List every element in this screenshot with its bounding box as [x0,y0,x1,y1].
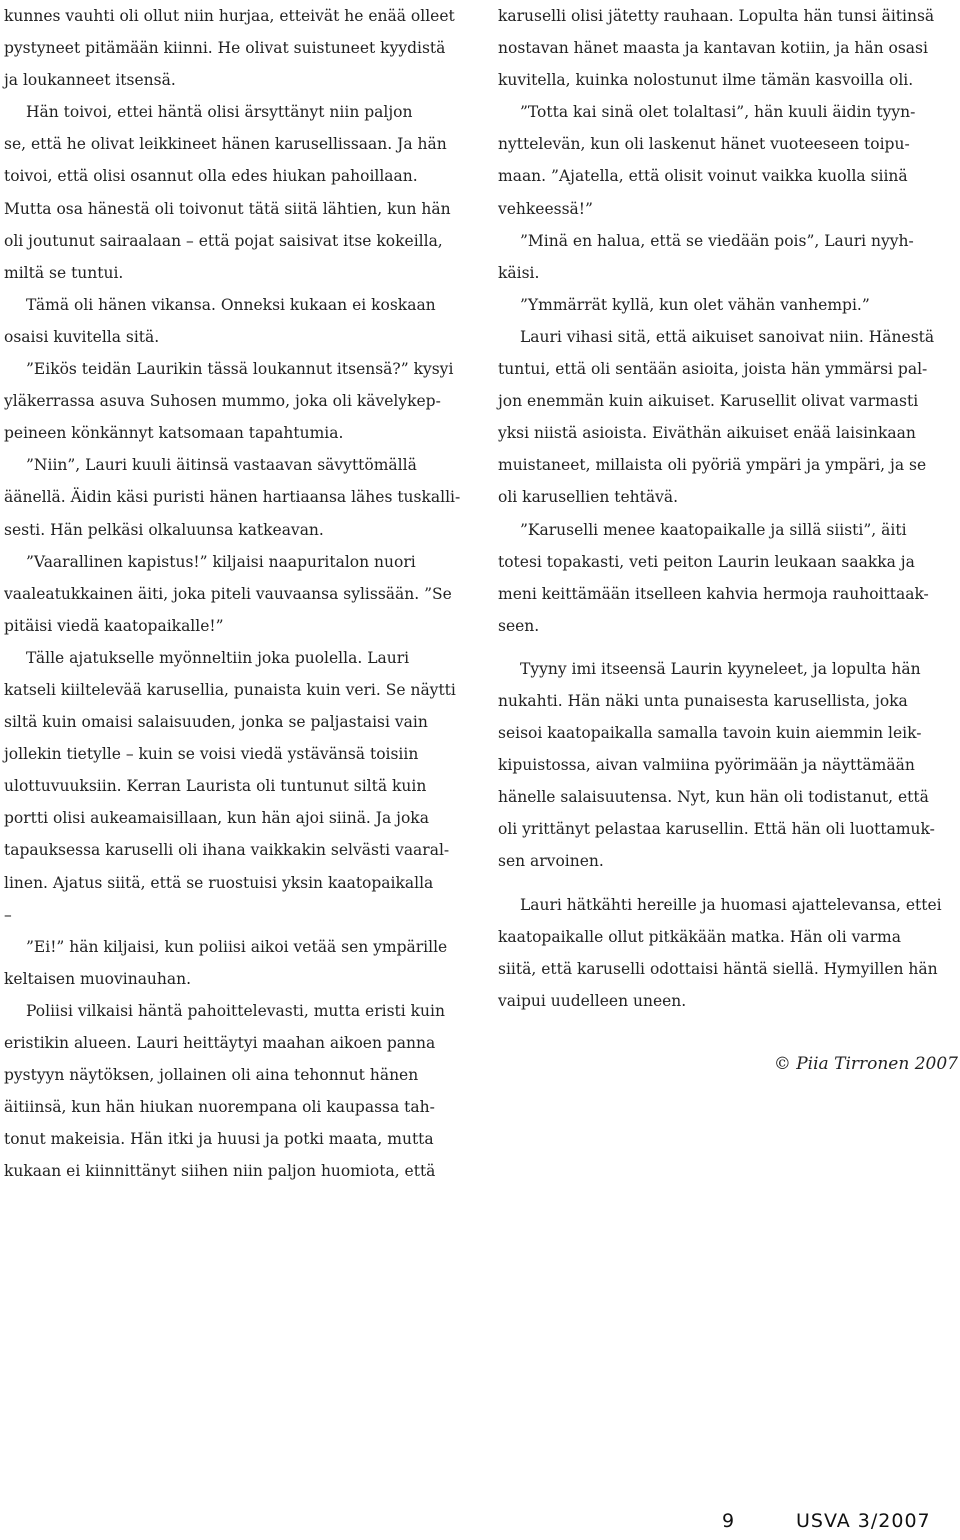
text-line: nostavan hänet maasta ja kantavan kotiin, ja hän osasi [498,39,928,58]
text-line: portti olisi aukeamaisillaan, kun hän ajoi siinä. Ja joka [4,809,429,828]
text-line: keltaisen muovinauhan. [4,969,192,988]
text-line: Lauri hätkähti hereille ja huomasi ajattelevansa, ettei [520,895,942,914]
text-line: ”Vaarallinen kapistus!” kiljaisi naapuritalon nuori [26,552,416,571]
text-line: oli yrittänyt pelastaa karusellin. Että hän oli luottamuk- [498,820,935,839]
text-line: nukahti. Hän näki unta punaisesta karusellista, joka [498,691,908,710]
text-line: Lauri vihasi sitä, että aikuiset sanoivat niin. Hänestä [520,327,935,346]
text-line: äitiinsä, kun hän hiukan nuorempana oli kaupassa tah- [4,1098,435,1117]
text-line: kuvitella, kuinka nolostunut ilme tämän kasvoilla oli. [498,71,914,90]
text-line: osaisi kuvitella sitä. [4,327,160,346]
text-line: jon enemmän kuin aikuiset. Karusellit olivat varmasti [498,392,919,411]
copyright-signature: © Piia Tirronen 2007 [773,1054,958,1074]
text-line: ”Totta kai sinä olet tolaltasi”, hän kuuli äidin tyyn- [520,103,916,122]
text-line: vaaleatukkainen äiti, joka piteli vauvaansa sylissään. ”Se [4,584,452,603]
text-line: vaipui uudelleen uneen. [498,991,687,1010]
text-line: ”Minä en halua, että se viedään pois”, Lauri nyyh- [520,231,914,250]
text-line: ulottuvuuksiin. Kerran Laurista oli tuntunut siltä kuin [4,777,427,796]
text-line: seisoi kaatopaikalla samalla tavoin kuin aiemmin leik- [498,724,922,743]
page-footer [700,1510,950,1540]
text-line: ”Ymmärrät kyllä, kun olet vähän vanhempi.” [520,295,870,314]
text-line: pystyyn näytöksen, jollainen oli aina tehonnut hänen [4,1066,419,1085]
magazine-issue: USVA 3/2007 [796,1510,931,1532]
text-line: tonut makeisia. Hän itki ja huusi ja potki maata, mutta [4,1130,434,1149]
text-line: pitäisi viedä kaatopaikalle!” [4,616,224,635]
text-line: Poliisi vilkaisi häntä pahoittelevasti, mutta eristi kuin [26,1001,445,1020]
text-line: ja loukanneet itsensä. [4,71,176,90]
text-line: linen. Ajatus siitä, että se ruostuisi yksin kaatopaikalla [4,873,434,892]
text-line: peineen könkännyt katsomaan tapahtumia. [4,424,344,443]
text-line: yläkerrassa asuva Suhosen mummo, joka oli kävelykep- [4,392,441,411]
text-line: meni keittämään itselleen kahvia hermoja rauhoittaak- [498,584,929,603]
text-line: maan. ”Ajatella, että olisit voinut vaikka kuolla siinä [498,167,908,186]
text-line: toivoi, että olisi osannut olla edes hiukan pahoillaan. [4,167,418,186]
text-column-left [4,0,470,1187]
text-line: Tyyny imi itseensä Laurin kyyneleet, ja lopulta hän [520,659,921,678]
text-line: – [4,905,12,924]
text-line: vehkeessä!” [498,199,593,218]
text-line: jollekin tietylle – kuin se voisi viedä ystävänsä toisiin [4,745,419,764]
text-line: pystyneet pitämään kiinni. He olivat suistuneet kyydistä [4,39,446,58]
text-line: ”Karuselli menee kaatopaikalle ja sillä siisti”, äiti [520,520,907,539]
text-line: Tämä oli hänen vikansa. Onneksi kukaan ei koskaan [26,295,436,314]
text-line: se, että he olivat leikkineet hänen karusellissaan. Ja hän [4,135,447,154]
text-line: kaatopaikalle ollut pitkäkään matka. Hän oli varma [498,927,901,946]
text-line: nyttelevän, kun oli laskenut hänet vuoteeseen toipu- [498,135,910,154]
text-line: eristikin alueen. Lauri heittäytyi maahan aikoen panna [4,1034,436,1052]
text-line: käisi. [498,263,540,282]
text-line: totesi topakasti, veti peiton Laurin leukaan saakka ja [498,552,915,571]
text-line: miltä se tuntui. [4,263,124,282]
text-line: kukaan ei kiinnittänyt siihen niin paljon huomiota, että [4,1162,436,1181]
text-line: oli karusellien tehtävä. [498,488,679,507]
text-line: siitä, että karuselli odottaisi häntä siellä. Hymyillen hän [498,959,938,978]
text-line: Hän toivoi, ettei häntä olisi ärsyttänyt niin paljon [26,103,413,122]
text-line: ”Eikös teidän Laurikin tässä loukannut itsensä?” kysyi [26,360,454,379]
text-line: Tälle ajatukselle myönneltiin joka puolella. Lauri [26,648,410,667]
text-line: karuselli olisi jätetty rauhaan. Lopulta hän tunsi äitinsä [498,7,935,25]
text-line: siltä kuin omaisi salaisuuden, jonka se paljastaisi vain [4,713,428,732]
text-line: seen. [498,616,540,635]
text-line: sen arvoinen. [498,852,604,871]
page-number: 9 [722,1510,736,1532]
text-line: sesti. Hän pelkäsi olkaluunsa katkeavan. [4,520,324,539]
text-line: muistaneet, millaista oli pyöriä ympäri ja ympäri, ja se [498,456,927,475]
text-line: ”Ei!” hän kiljaisi, kun poliisi aikoi vetää sen ympärille [26,937,448,956]
text-line: katseli kiiltelevää karusellia, punaista kuin veri. Se näytti [4,680,456,699]
text-line: kipuistossa, aivan valmiina pyörimään ja näyttämään [498,756,915,775]
text-line: ”Niin”, Lauri kuuli äitinsä vastaavan sävyttömällä [26,456,417,475]
text-line: tuntui, että oli sentään asioita, joista hän ymmärsi pal- [498,360,928,379]
text-line: hänelle salaisuutensa. Nyt, kun hän oli todistanut, että [498,788,929,807]
text-line: Mutta osa hänestä oli toivonut tätä siitä lähtien, kun hän [4,199,451,218]
text-line: yksi niistä asioista. Eiväthän aikuiset enää laisinkaan [498,424,916,443]
text-column-right [498,0,958,1017]
text-line: äänellä. Äidin käsi puristi hänen hartiaansa lähes tuskalli- [4,488,461,507]
text-line: kunnes vauhti oli ollut niin hurjaa, etteivät he enää olleet [4,7,455,25]
text-line: oli joutunut sairaalaan – että pojat saisivat itse kokeilla, [4,231,443,250]
text-line: tapauksessa karuselli oli ihana vaikkakin selvästi vaaral- [4,841,450,860]
